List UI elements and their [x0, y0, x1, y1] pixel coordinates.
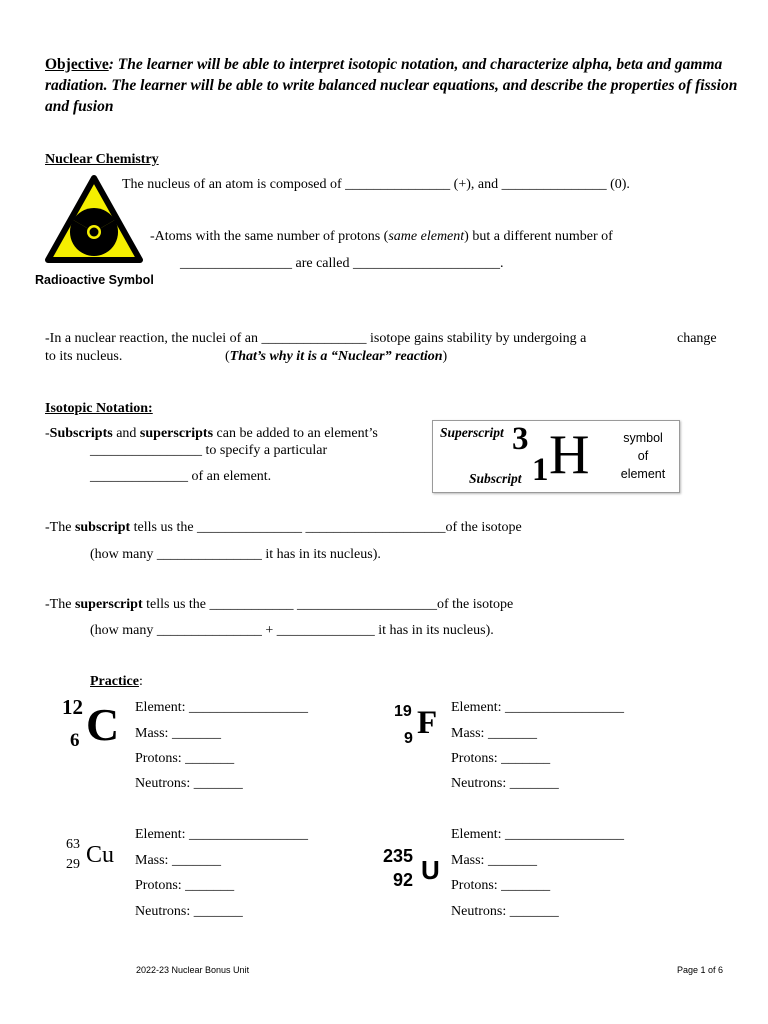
- nuclear-reaction-change: change: [677, 331, 717, 346]
- practice-1-mass-field: Mass: _______: [135, 726, 221, 741]
- sub-super-line: -Subscripts and superscripts can be added to an element’s: [45, 426, 378, 441]
- practice-4-mass-field: Mass: _______: [451, 853, 537, 868]
- superscript-explanation: -The superscript tells us the ____________ ____________________of the isotope: [45, 597, 514, 612]
- isotope-called-line: ________________ are called _____________________.: [180, 256, 504, 271]
- practice-4-neutrons: Neutrons: _______: [451, 904, 559, 919]
- practice-3-protons: Protons: _______: [135, 878, 235, 893]
- symbol-desc-2: of: [637, 449, 649, 463]
- practice-3-neutrons: Neutrons: _______: [135, 904, 243, 919]
- example-atomic-number: 1: [532, 452, 549, 488]
- practice-2-element: Element: _________________: [451, 700, 625, 715]
- example-mass-number: 3: [512, 421, 529, 457]
- footer-page-number: Page 1 of 6: [677, 965, 724, 975]
- practice-4-symbol: U: [421, 855, 440, 885]
- of-an-element-line: ______________ of an element.: [90, 469, 272, 484]
- objective-text: : The learner will be able to interpret isotopic notation, and characterize alpha, beta and gamma radiation. The learner will be able to write balanced nuclear equations, and describe the properties of fission and fusion: [45, 56, 738, 115]
- practice-1-element: Element: _________________: [135, 700, 309, 715]
- isotopic-notation-diagram: [432, 420, 680, 493]
- practice-1-neutrons: Neutrons: _______: [135, 776, 243, 791]
- symbol-desc-1: symbol: [623, 431, 663, 445]
- practice-1-symbol: C: [86, 699, 120, 750]
- practice-4-atomic: 92: [393, 870, 414, 890]
- nucleus-composition-line: The nucleus of an atom is composed of _______________ (+), and _______________ (0).: [122, 177, 630, 192]
- nuclear-reaction-line: -In a nuclear reaction, the nuclei of an _______________ isotope gains stability by undergoing a: [45, 331, 587, 346]
- practice-heading: Practice:: [90, 674, 143, 689]
- practice-3-element: Element: _________________: [135, 827, 309, 842]
- radioactive-symbol-caption: Radioactive Symbol: [35, 273, 154, 287]
- practice-2-atomic: 9: [404, 730, 413, 747]
- footer-unit: 2022-23 Nuclear Bonus Unit: [136, 965, 250, 975]
- practice-3-mass: 63: [66, 837, 80, 852]
- subscript-explanation: -The subscript tells us the _______________ ____________________of the isotope: [45, 520, 522, 535]
- practice-4-mass: 235: [383, 846, 414, 866]
- nuclear-reaction-line-2: to its nucleus.: [45, 349, 123, 364]
- practice-3-atomic: 29: [66, 857, 80, 872]
- isotopic-notation-heading: Isotopic Notation:: [45, 401, 153, 416]
- practice-3-mass-field: Mass: _______: [135, 853, 221, 868]
- practice-4-element: Element: _________________: [451, 827, 625, 842]
- nuclear-reaction-note: (That’s why it is a “Nuclear” reaction): [225, 349, 448, 364]
- superscript-label: Superscript: [440, 425, 504, 440]
- example-element-symbol: H: [549, 424, 590, 486]
- practice-3-symbol: Cu: [86, 842, 115, 868]
- practice-1-atomic: 6: [70, 730, 80, 751]
- practice-2-mass: 19: [394, 703, 412, 720]
- specify-particular-line: ________________ to specify a particular: [90, 443, 328, 458]
- objective: [45, 54, 745, 117]
- objective-label: Objective: [45, 56, 109, 73]
- practice-1-protons: Protons: _______: [135, 751, 235, 766]
- subscript-how-many: (how many _______________ it has in its nucleus).: [90, 547, 381, 562]
- nuclear-chemistry-heading: Nuclear Chemistry: [45, 152, 159, 167]
- subscript-label: Subscript: [469, 471, 522, 486]
- practice-2-symbol: F: [417, 705, 438, 741]
- superscript-how-many: (how many _______________ + ______________ it has in its nucleus).: [90, 623, 494, 638]
- practice-2-protons: Protons: _______: [451, 751, 551, 766]
- isotope-definition-line: -Atoms with the same number of protons (same element) but a different number of: [150, 229, 613, 244]
- symbol-desc-3: element: [620, 467, 666, 481]
- practice-4-protons: Protons: _______: [451, 878, 551, 893]
- practice-2-mass-field: Mass: _______: [451, 726, 537, 741]
- practice-1-mass: 12: [62, 695, 83, 719]
- practice-2-neutrons: Neutrons: _______: [451, 776, 559, 791]
